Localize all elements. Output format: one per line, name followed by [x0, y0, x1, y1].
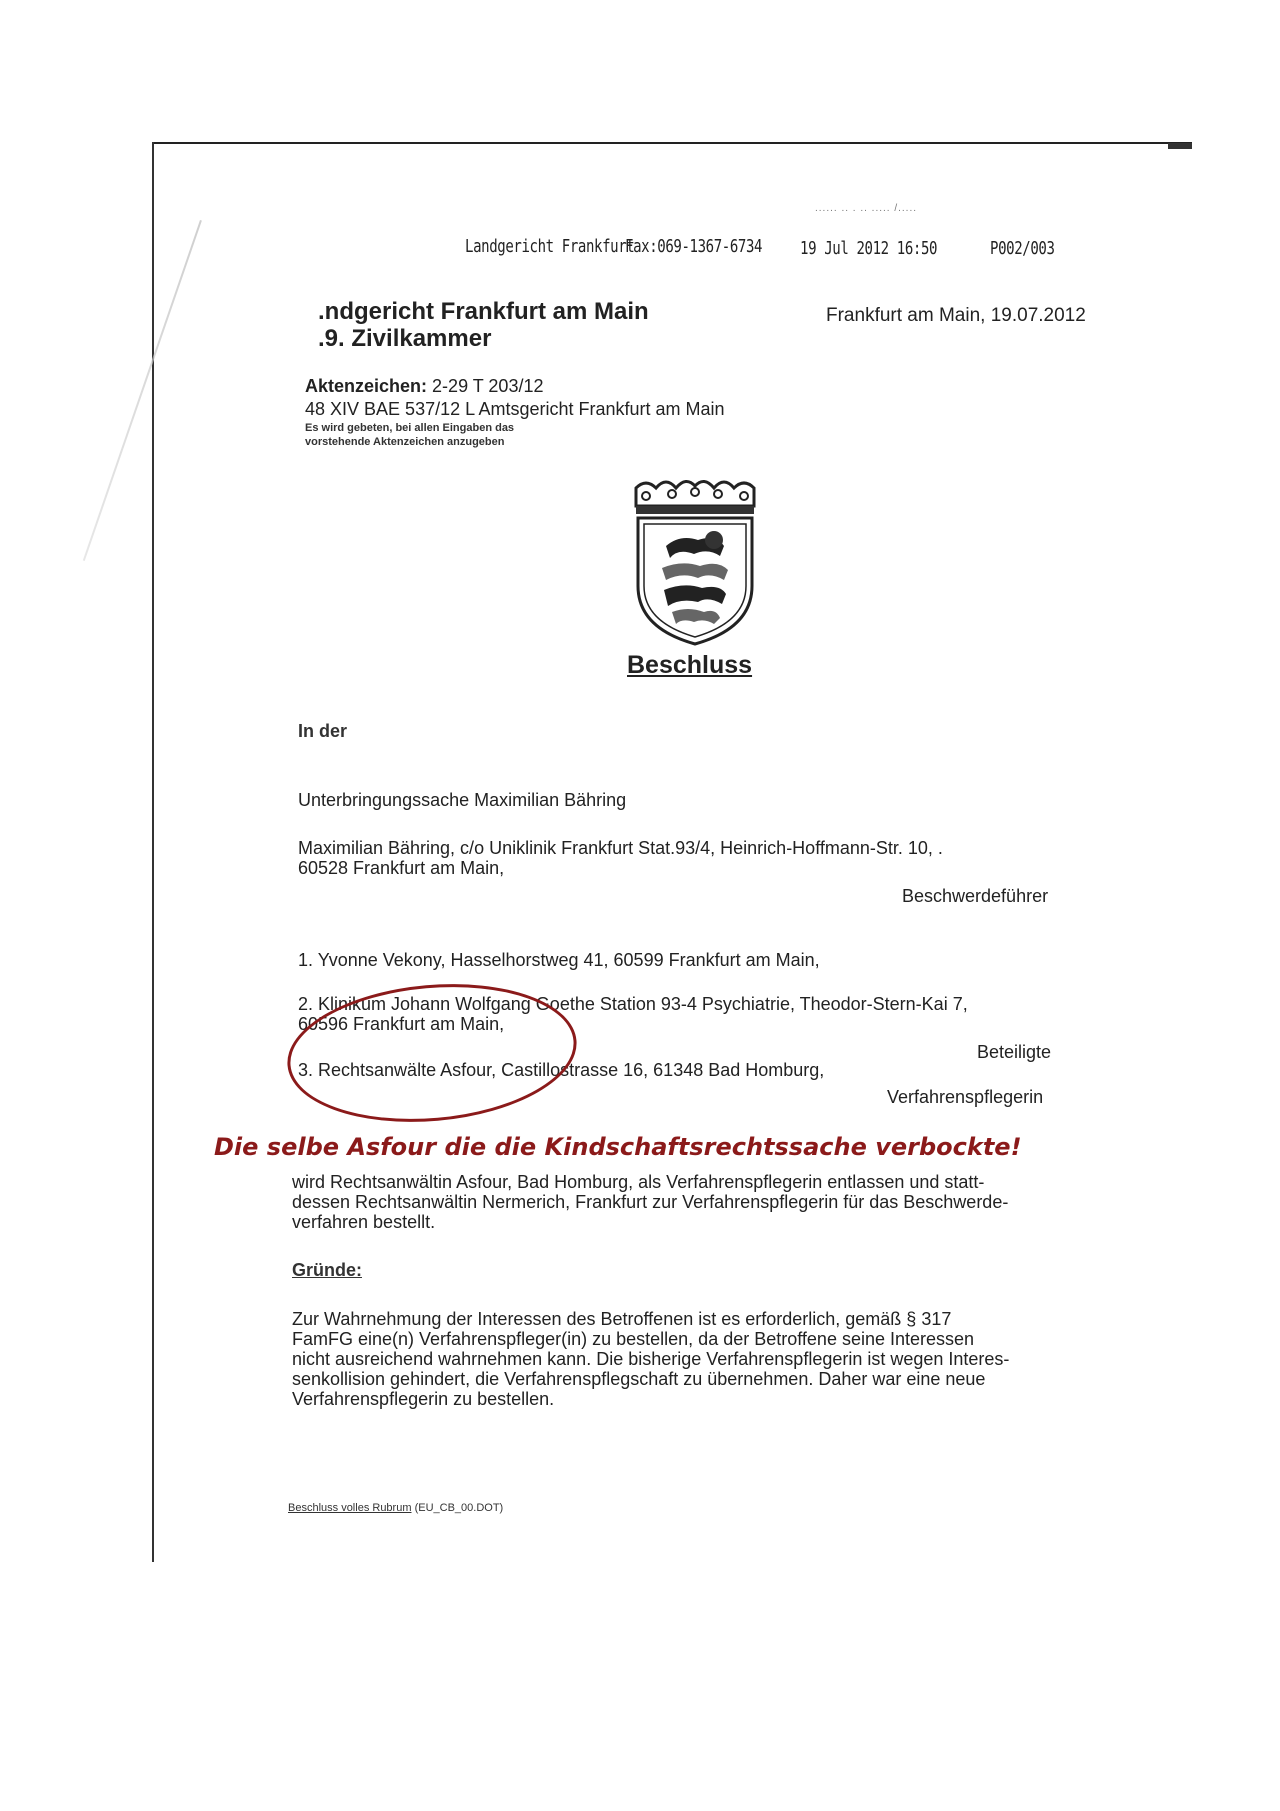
- gruende-line-5: Verfahrenspflegerin zu bestellen.: [292, 1389, 555, 1409]
- decision-line-1: wird Rechtsanwältin Asfour, Bad Homburg, als Verfahrenspflegerin entlassen und statt-: [292, 1172, 985, 1192]
- red-annotation: Die selbe Asfour die die Kindschaftsrechtssache verbockte!: [214, 1133, 1022, 1161]
- fax-faint-header: ...... .. . .. ..... /.....: [815, 203, 918, 214]
- decision-line-3: verfahren bestellt.: [292, 1212, 436, 1232]
- party-2-line-2: 60596 Frankfurt am Main,: [298, 1014, 505, 1034]
- gruende-line-4: senkollision gehindert, die Verfahrenspflegschaft zu übernehmen. Daher war eine neue: [292, 1369, 986, 1389]
- footer-template: [288, 1502, 503, 1514]
- reference-label: Aktenzeichen:: [305, 376, 428, 396]
- fax-page: P002/003: [990, 238, 1055, 259]
- footer-file: (EU_CB_00.DOT): [414, 1502, 504, 1514]
- page-top-border-tab: [1168, 143, 1192, 149]
- in-der-label: In der: [298, 721, 348, 741]
- reference-number: 2-29 T 203/12: [432, 376, 544, 396]
- reference-line: [305, 376, 543, 397]
- page-top-border: [152, 142, 1192, 144]
- applicant-line-1: Maximilian Bähring, c/o Uniklinik Frankfurt Stat.93/4, Heinrich-Hoffmann-Str. 10, .: [298, 838, 943, 858]
- decision-line-2: dessen Rechtsanwältin Nermerich, Frankfurt zur Verfahrenspflegerin für das Beschwerde-: [292, 1192, 1009, 1212]
- gruende-line-2: FamFG eine(n) Verfahrenspfleger(in) zu bestellen, da der Betroffene seine Interessen: [292, 1329, 975, 1349]
- reference-second: 48 XIV BAE 537/12 L Amtsgericht Frankfurt am Main: [305, 399, 725, 419]
- fax-sender: Landgericht Frankfurt: [465, 236, 635, 257]
- scan-stroke-mark: [83, 220, 202, 561]
- fax-datetime: 19 Jul 2012 16:50: [800, 238, 938, 259]
- hessen-coat-of-arms-icon: [628, 476, 762, 648]
- document-date: Frankfurt am Main, 19.07.2012: [826, 305, 1086, 326]
- footer-template-name: Beschluss volles Rubrum: [288, 1502, 412, 1514]
- document-title: Beschluss: [627, 651, 753, 679]
- applicant-role: Beschwerdeführer: [902, 886, 1049, 906]
- court-name: .ndgericht Frankfurt am Main: [318, 298, 649, 325]
- applicant-line-2: 60528 Frankfurt am Main,: [298, 858, 505, 878]
- party-role-verfahrenspflegerin: Verfahrenspflegerin: [887, 1087, 1044, 1107]
- party-3: 3. Rechtsanwälte Asfour, Castillostrasse 16, 61348 Bad Homburg,: [298, 1060, 825, 1080]
- party-2-line-1: 2. Klinikum Johann Wolfgang Goethe Station 93-4 Psychiatrie, Theodor-Stern-Kai 7,: [298, 994, 968, 1014]
- gruende-line-1: Zur Wahrnehmung der Interessen des Betroffenen ist es erforderlich, gemäß § 317: [292, 1309, 952, 1329]
- gruende-line-3: nicht ausreichend wahrnehmen kann. Die bisherige Verfahrenspflegerin ist wegen Interes-: [292, 1349, 1010, 1369]
- court-chamber: .9. Zivilkammer: [318, 325, 492, 352]
- fax-number: Fax:069-1367-6734: [625, 236, 763, 257]
- party-role-beteiligte: Beteiligte: [977, 1042, 1052, 1062]
- gruende-heading: Gründe:: [292, 1260, 362, 1280]
- reference-note: Es wird gebeten, bei allen Eingaben das vorstehende Aktenzeichen anzugeben: [305, 422, 515, 448]
- party-1: 1. Yvonne Vekony, Hasselhorstweg 41, 60599 Frankfurt am Main,: [298, 950, 820, 970]
- case-name: Unterbringungssache Maximilian Bähring: [298, 790, 627, 810]
